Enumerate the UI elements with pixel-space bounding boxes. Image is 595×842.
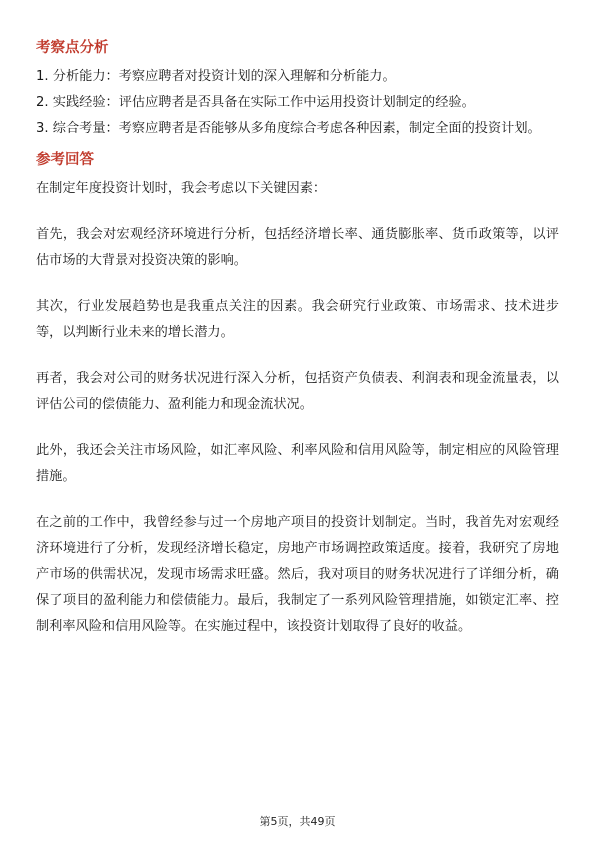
paragraph-gap: [36, 274, 559, 294]
answer-paragraph-3: 再者，我会对公司的财务状况进行深入分析，包括资产负债表、利润表和现金流量表，以评估公司的偿债能力、盈利能力和现金流状况。: [36, 371, 559, 412]
page-content: [36, 38, 559, 640]
answer-paragraph-5: 在之前的工作中，我曾经参与过一个房地产项目的投资计划制定。当时，我首先对宏观经济环境进行了分析，发现经济增长稳定，房地产市场调控政策适度。接着，我研究了房地产市场的供需状况，发现市场需求旺盛。然后，我对项目的财务状况进行了详细分析，确保了项目的盈利能力和偿债能力。最后，我制定了一系列风险管理措施，如锁定汇率、控制利率风险和信用风险等。在实施过程中，该投资计划取得了良好的收益。: [36, 515, 559, 634]
paragraph-gap: [36, 490, 559, 510]
paragraph-gap: [36, 346, 559, 366]
answer-paragraph-1: 首先，我会对宏观经济环境进行分析，包括经济增长率、通货膨胀率、货币政策等，以评估市场的大背景对投资决策的影响。: [36, 227, 559, 268]
answer-intro: 在制定年度投资计划时，我会考虑以下关键因素：: [36, 181, 327, 196]
answer-paragraph-2: 其次，行业发展趋势也是我重点关注的因素。我会研究行业政策、市场需求、技术进步等，以判断行业未来的增长潜力。: [36, 299, 559, 340]
analysis-item-1: 1. 分析能力：考察应聘者对投资计划的深入理解和分析能力。: [36, 69, 396, 84]
analysis-item-3: 3. 综合考量：考察应聘者是否能够从多角度综合考虑各种因素，制定全面的投资计划。: [36, 121, 541, 136]
paragraph-gap: [36, 418, 559, 438]
answer-heading: 参考回答: [36, 152, 94, 168]
page-number: 第5页，共49页: [259, 815, 336, 828]
analysis-heading: 考察点分析: [36, 40, 109, 56]
paragraph-gap: [36, 202, 559, 222]
analysis-item-2: 2. 实践经验：评估应聘者是否具备在实际工作中运用投资计划制定的经验。: [36, 95, 475, 110]
answer-paragraph-4: 此外，我还会关注市场风险，如汇率风险、利率风险和信用风险等，制定相应的风险管理措施。: [36, 443, 559, 484]
